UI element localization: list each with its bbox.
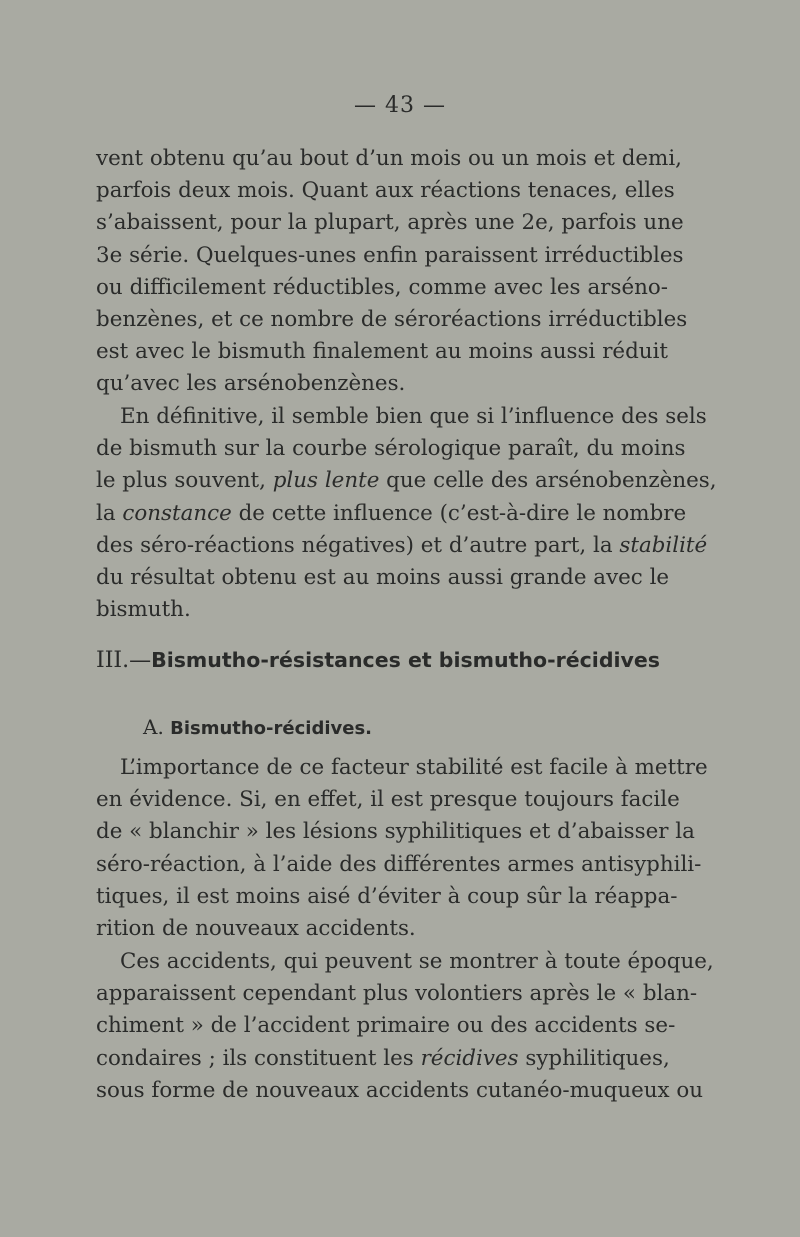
text-line xyxy=(96,498,687,530)
text-line: séro-réaction, à l’aide des différentes armes antisyphili- xyxy=(96,851,702,877)
text-run: syphilitiques, xyxy=(518,1045,670,1071)
text-run: que celle des arsénobenzènes, xyxy=(379,468,717,494)
text-line: qu’avec les arsénobenzènes. xyxy=(96,371,406,397)
paragraph-2 xyxy=(96,401,717,626)
emphasis: plus lente xyxy=(272,468,380,494)
text-line: Ces accidents, qui peuvent se montrer à toute époque, xyxy=(120,949,714,974)
section-number: III.— xyxy=(96,648,152,673)
text-run: la xyxy=(96,500,123,526)
text-line: En définitive, il semble bien que si l’influence des sels xyxy=(120,404,707,429)
text-line: apparaissent cependant plus volontiers après le « blan- xyxy=(96,981,698,1007)
text-line: vent obtenu qu’au bout d’un mois ou un mois et demi, xyxy=(96,146,682,171)
paragraph-1 xyxy=(96,143,688,401)
text-line: L’importance de ce facteur stabilité est facile à mettre xyxy=(120,755,708,780)
text-line: de « blanchir » les lésions syphilitiques et d’abaisser la xyxy=(96,819,695,845)
text-line: est avec le bismuth finalement au moins aussi réduit xyxy=(96,339,668,365)
text-run: des séro-réactions négatives) et d’autre part, la xyxy=(96,532,620,558)
paragraph-3 xyxy=(96,752,708,945)
emphasis: stabilité xyxy=(619,532,708,558)
text-line: s’abaissent, pour la plupart, après une 2e, parfois une xyxy=(96,210,684,236)
subsection-title: Bismutho-récidives. xyxy=(170,718,372,739)
text-line: sous forme de nouveaux accidents cutanéo-muqueux ou xyxy=(96,1077,704,1103)
text-line xyxy=(96,530,708,562)
emphasis: récidives xyxy=(420,1045,519,1071)
text-line: en évidence. Si, en effet, il est presque toujours facile xyxy=(96,787,680,813)
text-line: benzènes, et ce nombre de séroréactions irréductibles xyxy=(96,307,688,333)
text-line: ou difficilement réductibles, comme avec les arséno- xyxy=(96,274,668,300)
text-run: condaires ; ils constituent les xyxy=(96,1045,421,1071)
text-line: rition de nouveaux accidents. xyxy=(96,916,416,942)
text-line: du résultat obtenu est au moins aussi grande avec le xyxy=(96,565,670,591)
emphasis: constance xyxy=(122,500,232,526)
text-run: de cette influence (c’est-à-dire le nombre xyxy=(231,500,687,526)
text-line xyxy=(96,465,717,497)
text-line xyxy=(96,1043,668,1075)
text-line: tiques, il est moins aisé d’éviter à coup sûr la réappa- xyxy=(96,883,678,909)
text-run: le plus souvent, xyxy=(96,468,273,494)
section-heading xyxy=(96,648,671,673)
page-number: — 43 — xyxy=(354,93,446,118)
text-line: parfois deux mois. Quant aux réactions tenaces, elles xyxy=(96,178,675,204)
text-line: 3e série. Quelques-unes enfin paraissent irréductibles xyxy=(96,242,684,268)
text-line: bismuth. xyxy=(96,597,191,623)
section-title: Bismutho-résistances et bismutho-récidives xyxy=(151,648,660,672)
text-line: de bismuth sur la courbe sérologique paraît, du moins xyxy=(96,436,686,462)
subsection-heading xyxy=(143,715,372,739)
subsection-letter: A. xyxy=(143,715,164,739)
text-line: chiment » de l’accident primaire ou des accidents se- xyxy=(96,1013,676,1039)
paragraph-4 xyxy=(96,946,714,1107)
